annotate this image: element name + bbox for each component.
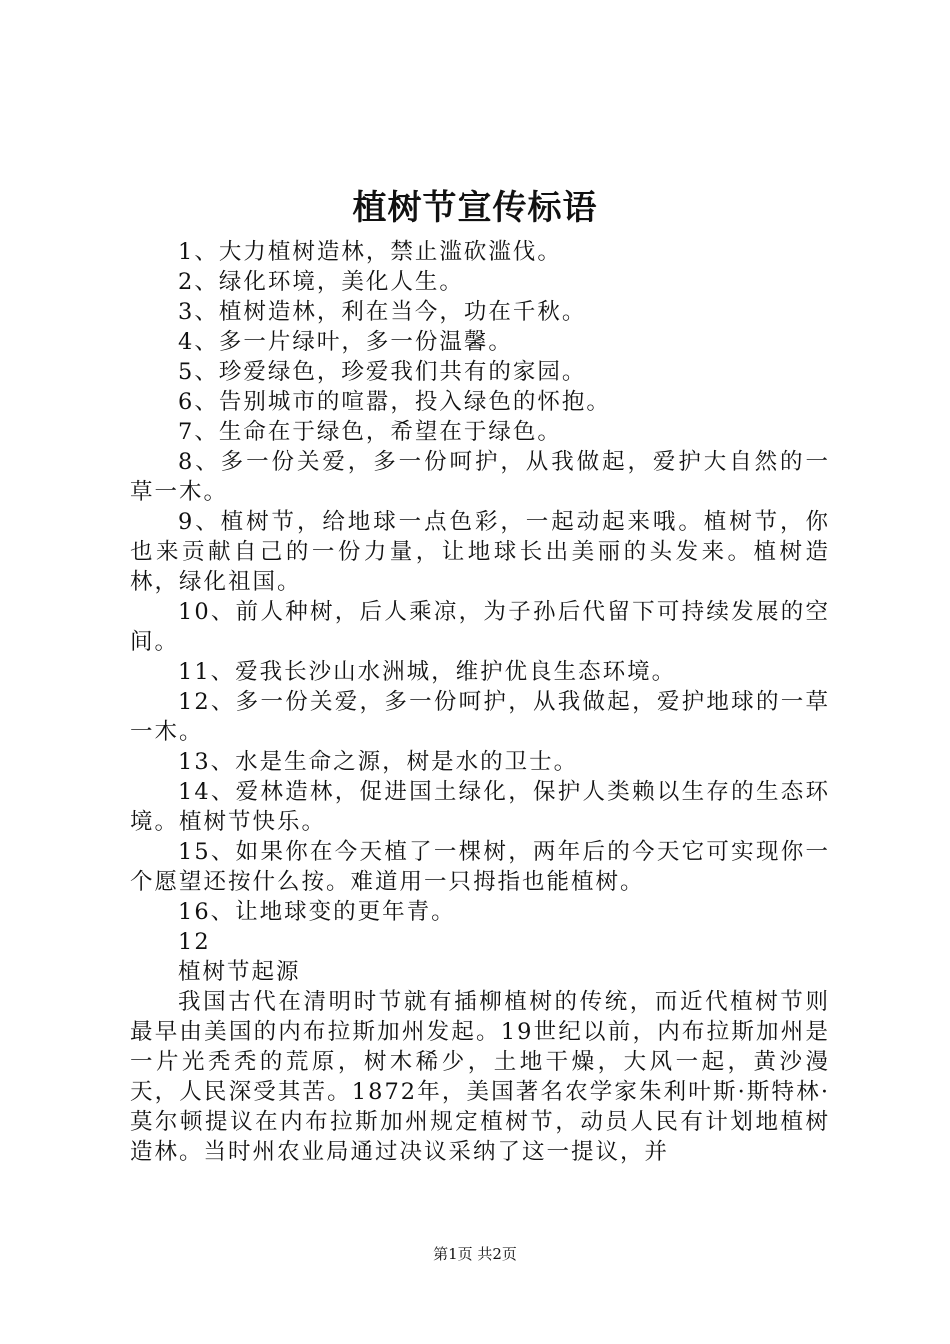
paragraph: 8、多一份关爱，多一份呵护，从我做起，爱护大自然的一草一木。	[130, 449, 830, 505]
page-footer: 第1页 共2页	[433, 1245, 517, 1263]
paragraph: 我国古代在清明时节就有插柳植树的传统，而近代植树节则最早由美国的内布拉斯加州发起。19世纪以前，内布拉斯加州是一片光秃秃的荒原，树木稀少，土地干燥，大风一起，黄沙漫天，人民深受其苦。1872年，美国著名农学家朱利叶斯·斯特林·莫尔顿提议在内布拉斯加州规定植树节，动员人民有计划地植树造林。当时州农业局通过决议采纳了这一提议，并	[130, 989, 830, 1165]
paragraph: 2、绿化环境，美化人生。	[178, 269, 464, 295]
paragraph: 4、多一片绿叶，多一份温馨。	[178, 329, 513, 355]
paragraph: 3、植树造林，利在当今，功在千秋。	[178, 299, 587, 325]
paragraph: 15、如果你在今天植了一棵树，两年后的今天它可实现你一个愿望还按什么按。难道用一只拇指也能植树。	[130, 839, 830, 895]
paragraph: 9、植树节，给地球一点色彩，一起动起来哦。植树节，你也来贡献自己的一份力量，让地球长出美丽的头发来。植树造林，绿化祖国。	[130, 509, 830, 595]
paragraph: 13、水是生命之源，树是水的卫士。	[178, 749, 579, 775]
paragraph: 5、珍爱绿色，珍爱我们共有的家园。	[178, 359, 587, 385]
paragraph: 12	[178, 929, 211, 955]
paragraph: 7、生命在于绿色，希望在于绿色。	[178, 419, 562, 445]
paragraph: 16、让地球变的更年青。	[178, 899, 456, 925]
paragraph: 10、前人种树，后人乘凉，为子孙后代留下可持续发展的空间。	[130, 599, 830, 655]
document-body	[130, 237, 830, 1167]
section-heading: 植树节起源	[178, 959, 301, 985]
document-title: 植树节宣传标语	[352, 188, 598, 228]
paragraph: 11、爱我长沙山水洲城，维护优良生态环境。	[178, 659, 677, 685]
paragraph: 12、多一份关爱，多一份呵护，从我做起，爱护地球的一草一木。	[130, 689, 830, 745]
paragraph: 6、告别城市的喧嚣，投入绿色的怀抱。	[178, 389, 611, 415]
paragraph: 14、爱林造林，促进国土绿化，保护人类赖以生存的生态环境。植树节快乐。	[130, 779, 830, 835]
paragraph: 1、大力植树造林，禁止滥砍滥伐。	[178, 239, 562, 265]
